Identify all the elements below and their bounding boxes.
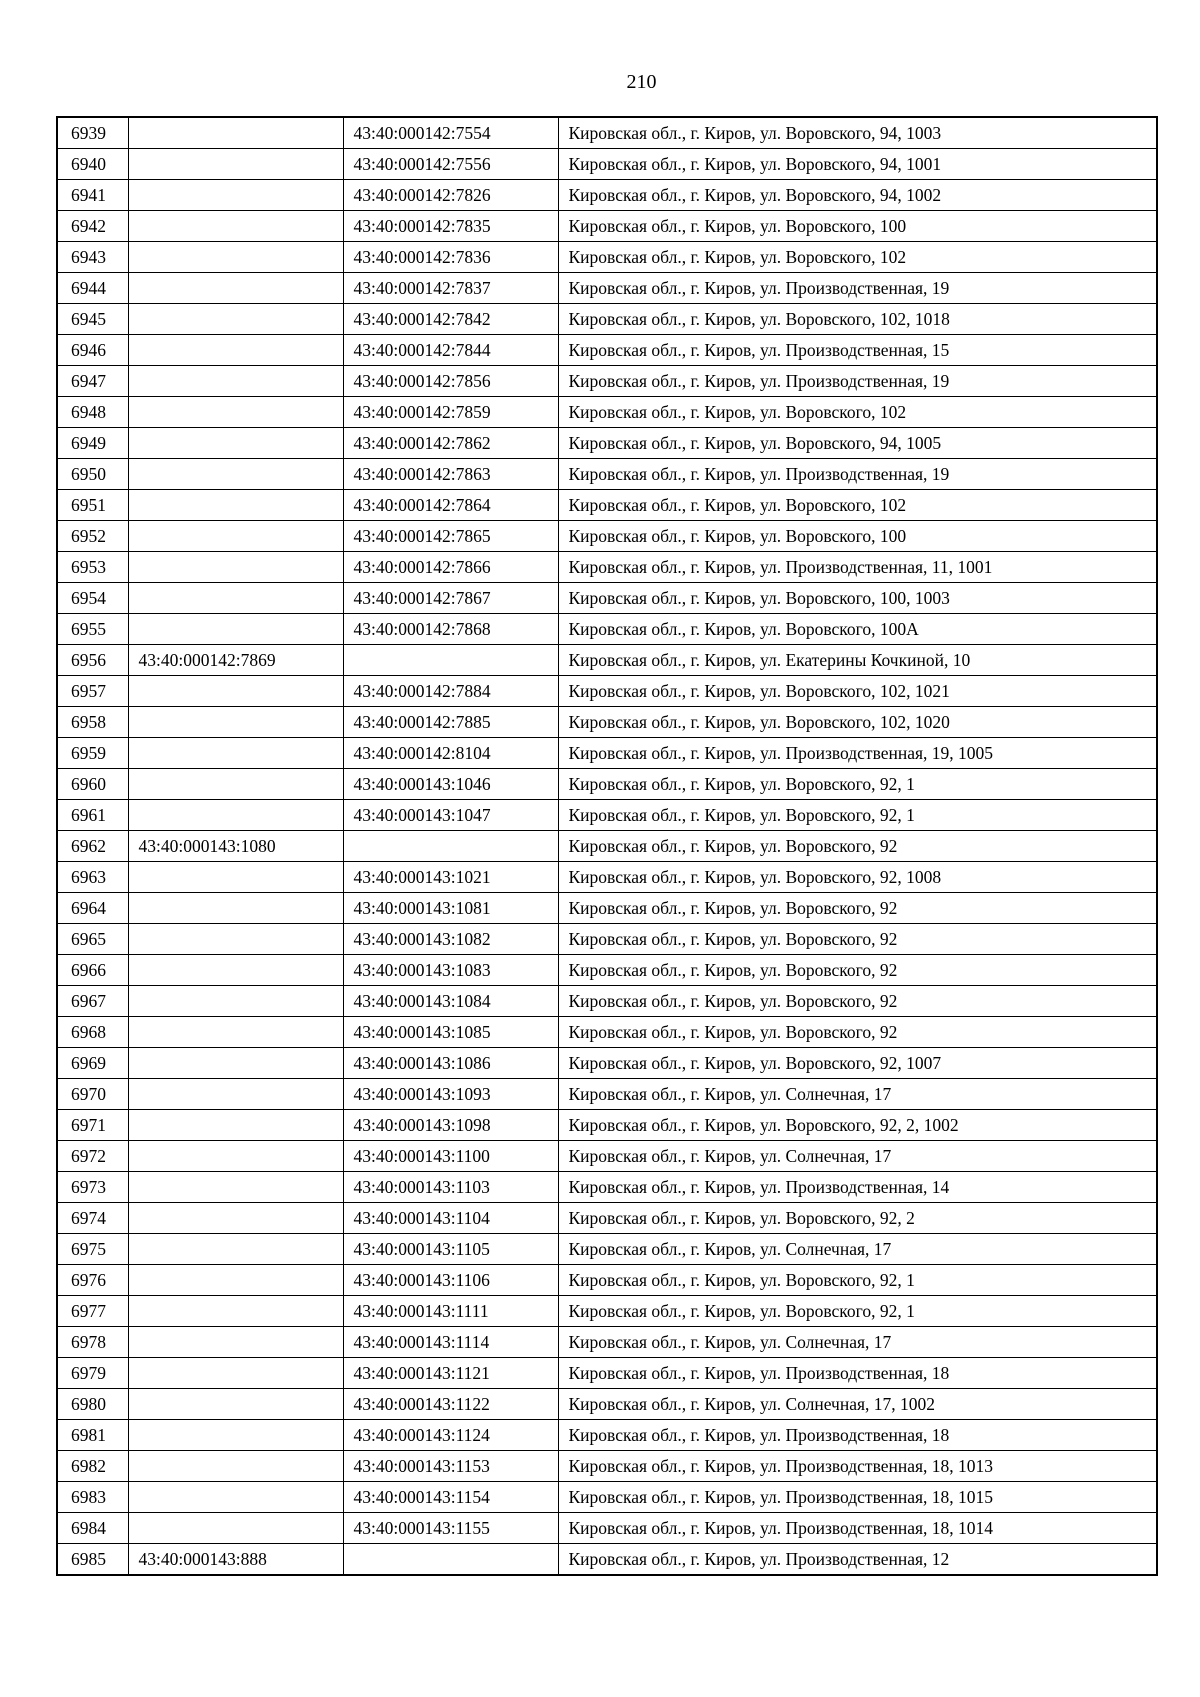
cadastral-number-cell [128,366,343,397]
address-cell: Кировская обл., г. Киров, ул. Воровского, 102 [558,242,1157,273]
related-cadastral-number-cell: 43:40:000143:1124 [343,1420,558,1451]
address-cell: Кировская обл., г. Киров, ул. Воровского, 92, 1 [558,1265,1157,1296]
row-number-cell: 6972 [57,1141,128,1172]
cadastral-number-cell [128,862,343,893]
cadastral-number-cell [128,1172,343,1203]
row-number-cell: 6979 [57,1358,128,1389]
table-row [57,1451,1157,1482]
cadastral-number-cell [128,986,343,1017]
table-row [57,1482,1157,1513]
registry-table-body [57,117,1157,1575]
address-cell: Кировская обл., г. Киров, ул. Воровского, 92, 1007 [558,1048,1157,1079]
cadastral-number-cell [128,1048,343,1079]
cadastral-number-cell [128,1017,343,1048]
row-number-cell: 6974 [57,1203,128,1234]
address-cell: Кировская обл., г. Киров, ул. Воровского, 100А [558,614,1157,645]
row-number-cell: 6941 [57,180,128,211]
cadastral-number-cell [128,583,343,614]
cadastral-number-cell [128,180,343,211]
cadastral-number-cell [128,273,343,304]
related-cadastral-number-cell: 43:40:000143:1047 [343,800,558,831]
row-number-cell: 6954 [57,583,128,614]
row-number-cell: 6942 [57,211,128,242]
table-row [57,1544,1157,1576]
table-row [57,366,1157,397]
table-row [57,117,1157,149]
address-cell: Кировская обл., г. Киров, ул. Воровского, 94, 1001 [558,149,1157,180]
table-row [57,459,1157,490]
table-row [57,521,1157,552]
cadastral-number-cell [128,1389,343,1420]
row-number-cell: 6962 [57,831,128,862]
address-cell: Кировская обл., г. Киров, ул. Воровского, 92, 2, 1002 [558,1110,1157,1141]
row-number-cell: 6943 [57,242,128,273]
address-cell: Кировская обл., г. Киров, ул. Производственная, 19 [558,459,1157,490]
related-cadastral-number-cell: 43:40:000142:7856 [343,366,558,397]
table-row [57,211,1157,242]
related-cadastral-number-cell: 43:40:000142:7865 [343,521,558,552]
address-cell: Кировская обл., г. Киров, ул. Воровского, 92 [558,831,1157,862]
address-cell: Кировская обл., г. Киров, ул. Солнечная, 17 [558,1141,1157,1172]
related-cadastral-number-cell: 43:40:000143:1153 [343,1451,558,1482]
address-cell: Кировская обл., г. Киров, ул. Воровского, 92, 2 [558,1203,1157,1234]
address-cell: Кировская обл., г. Киров, ул. Воровского, 100 [558,521,1157,552]
table-row [57,335,1157,366]
related-cadastral-number-cell [343,645,558,676]
row-number-cell: 6945 [57,304,128,335]
table-row [57,707,1157,738]
cadastral-number-cell [128,397,343,428]
related-cadastral-number-cell: 43:40:000142:7859 [343,397,558,428]
row-number-cell: 6964 [57,893,128,924]
row-number-cell: 6961 [57,800,128,831]
row-number-cell: 6950 [57,459,128,490]
related-cadastral-number-cell: 43:40:000143:1100 [343,1141,558,1172]
table-row [57,1017,1157,1048]
related-cadastral-number-cell: 43:40:000142:7867 [343,583,558,614]
row-number-cell: 6977 [57,1296,128,1327]
table-row [57,1079,1157,1110]
address-cell: Кировская обл., г. Киров, ул. Воровского, 102, 1021 [558,676,1157,707]
row-number-cell: 6947 [57,366,128,397]
related-cadastral-number-cell: 43:40:000142:7864 [343,490,558,521]
cadastral-number-cell [128,211,343,242]
cadastral-number-cell [128,149,343,180]
address-cell: Кировская обл., г. Киров, ул. Производственная, 18, 1014 [558,1513,1157,1544]
related-cadastral-number-cell: 43:40:000143:1098 [343,1110,558,1141]
address-cell: Кировская обл., г. Киров, ул. Воровского, 94, 1002 [558,180,1157,211]
cadastral-number-cell: 43:40:000143:1080 [128,831,343,862]
address-cell: Кировская обл., г. Киров, ул. Воровского, 100 [558,211,1157,242]
row-number-cell: 6956 [57,645,128,676]
cadastral-number-cell [128,614,343,645]
address-cell: Кировская обл., г. Киров, ул. Производственная, 19 [558,366,1157,397]
page-number: 210 [626,71,657,93]
row-number-cell: 6981 [57,1420,128,1451]
table-row [57,1048,1157,1079]
cadastral-number-cell [128,1234,343,1265]
related-cadastral-number-cell: 43:40:000143:1111 [343,1296,558,1327]
cadastral-number-cell [128,459,343,490]
cadastral-number-cell: 43:40:000142:7869 [128,645,343,676]
address-cell: Кировская обл., г. Киров, ул. Воровского, 94, 1003 [558,117,1157,149]
table-row [57,1172,1157,1203]
related-cadastral-number-cell: 43:40:000143:1093 [343,1079,558,1110]
address-cell: Кировская обл., г. Киров, ул. Воровского, 94, 1005 [558,428,1157,459]
address-cell: Кировская обл., г. Киров, ул. Солнечная, 17 [558,1327,1157,1358]
address-cell: Кировская обл., г. Киров, ул. Производственная, 11, 1001 [558,552,1157,583]
table-row [57,304,1157,335]
related-cadastral-number-cell: 43:40:000143:1083 [343,955,558,986]
related-cadastral-number-cell: 43:40:000142:7837 [343,273,558,304]
table-row [57,831,1157,862]
address-cell: Кировская обл., г. Киров, ул. Производственная, 12 [558,1544,1157,1576]
table-row [57,614,1157,645]
address-cell: Кировская обл., г. Киров, ул. Воровского, 92, 1 [558,769,1157,800]
row-number-cell: 6948 [57,397,128,428]
related-cadastral-number-cell: 43:40:000143:1046 [343,769,558,800]
row-number-cell: 6957 [57,676,128,707]
table-row [57,1141,1157,1172]
related-cadastral-number-cell: 43:40:000142:7866 [343,552,558,583]
table-row [57,986,1157,1017]
address-cell: Кировская обл., г. Киров, ул. Воровского, 92 [558,986,1157,1017]
cadastral-number-cell [128,335,343,366]
table-row [57,490,1157,521]
address-cell: Кировская обл., г. Киров, ул. Воровского, 92 [558,924,1157,955]
cadastral-number-cell [128,490,343,521]
related-cadastral-number-cell: 43:40:000142:7862 [343,428,558,459]
cadastral-number-cell [128,552,343,583]
address-cell: Кировская обл., г. Киров, ул. Воровского, 92 [558,1017,1157,1048]
address-cell: Кировская обл., г. Киров, ул. Воровского, 102, 1018 [558,304,1157,335]
address-cell: Кировская обл., г. Киров, ул. Производственная, 18, 1015 [558,1482,1157,1513]
related-cadastral-number-cell: 43:40:000142:8104 [343,738,558,769]
table-row [57,800,1157,831]
related-cadastral-number-cell: 43:40:000143:1103 [343,1172,558,1203]
row-number-cell: 6966 [57,955,128,986]
related-cadastral-number-cell: 43:40:000143:1086 [343,1048,558,1079]
row-number-cell: 6951 [57,490,128,521]
related-cadastral-number-cell: 43:40:000143:1154 [343,1482,558,1513]
table-row [57,955,1157,986]
address-cell: Кировская обл., г. Киров, ул. Солнечная, 17, 1002 [558,1389,1157,1420]
related-cadastral-number-cell: 43:40:000142:7554 [343,117,558,149]
row-number-cell: 6955 [57,614,128,645]
table-row [57,862,1157,893]
related-cadastral-number-cell: 43:40:000142:7885 [343,707,558,738]
table-row [57,1234,1157,1265]
table-row [57,1513,1157,1544]
cadastral-number-cell [128,738,343,769]
address-cell: Кировская обл., г. Киров, ул. Производственная, 18, 1013 [558,1451,1157,1482]
cadastral-number-cell [128,676,343,707]
address-cell: Кировская обл., г. Киров, ул. Воровского, 92, 1 [558,800,1157,831]
address-cell: Кировская обл., г. Киров, ул. Производственная, 19 [558,273,1157,304]
registry-table [56,116,1158,1576]
cadastral-number-cell [128,1513,343,1544]
cadastral-number-cell [128,242,343,273]
table-row [57,738,1157,769]
cadastral-number-cell [128,521,343,552]
cadastral-number-cell [128,1079,343,1110]
cadastral-number-cell [128,1327,343,1358]
cadastral-number-cell [128,1296,343,1327]
related-cadastral-number-cell: 43:40:000143:1114 [343,1327,558,1358]
table-row [57,428,1157,459]
related-cadastral-number-cell: 43:40:000143:1085 [343,1017,558,1048]
row-number-cell: 6959 [57,738,128,769]
row-number-cell: 6982 [57,1451,128,1482]
related-cadastral-number-cell: 43:40:000142:7826 [343,180,558,211]
address-cell: Кировская обл., г. Киров, ул. Воровского, 92, 1 [558,1296,1157,1327]
cadastral-number-cell [128,924,343,955]
related-cadastral-number-cell: 43:40:000142:7863 [343,459,558,490]
address-cell: Кировская обл., г. Киров, ул. Производственная, 18 [558,1420,1157,1451]
cadastral-number-cell [128,955,343,986]
related-cadastral-number-cell: 43:40:000143:1105 [343,1234,558,1265]
row-number-cell: 6980 [57,1389,128,1420]
related-cadastral-number-cell: 43:40:000142:7835 [343,211,558,242]
cadastral-number-cell [128,1482,343,1513]
address-cell: Кировская обл., г. Киров, ул. Воровского, 92, 1008 [558,862,1157,893]
row-number-cell: 6983 [57,1482,128,1513]
related-cadastral-number-cell: 43:40:000143:1082 [343,924,558,955]
related-cadastral-number-cell: 43:40:000143:1104 [343,1203,558,1234]
table-row [57,1420,1157,1451]
cadastral-number-cell [128,1110,343,1141]
row-number-cell: 6975 [57,1234,128,1265]
table-row [57,1110,1157,1141]
related-cadastral-number-cell: 43:40:000143:1081 [343,893,558,924]
related-cadastral-number-cell: 43:40:000143:1121 [343,1358,558,1389]
table-row [57,180,1157,211]
row-number-cell: 6967 [57,986,128,1017]
address-cell: Кировская обл., г. Киров, ул. Воровского, 100, 1003 [558,583,1157,614]
table-row [57,397,1157,428]
cadastral-number-cell [128,707,343,738]
cadastral-number-cell [128,428,343,459]
row-number-cell: 6940 [57,149,128,180]
related-cadastral-number-cell: 43:40:000143:1106 [343,1265,558,1296]
related-cadastral-number-cell: 43:40:000143:1122 [343,1389,558,1420]
row-number-cell: 6968 [57,1017,128,1048]
row-number-cell: 6984 [57,1513,128,1544]
address-cell: Кировская обл., г. Киров, ул. Воровского, 92 [558,893,1157,924]
row-number-cell: 6949 [57,428,128,459]
cadastral-number-cell [128,1358,343,1389]
address-cell: Кировская обл., г. Киров, ул. Производственная, 18 [558,1358,1157,1389]
table-row [57,893,1157,924]
related-cadastral-number-cell: 43:40:000143:1021 [343,862,558,893]
table-row [57,273,1157,304]
table-row [57,769,1157,800]
cadastral-number-cell [128,304,343,335]
table-row [57,1203,1157,1234]
related-cadastral-number-cell: 43:40:000142:7556 [343,149,558,180]
table-row [57,149,1157,180]
row-number-cell: 6969 [57,1048,128,1079]
row-number-cell: 6939 [57,117,128,149]
related-cadastral-number-cell: 43:40:000142:7884 [343,676,558,707]
address-cell: Кировская обл., г. Киров, ул. Воровского, 102 [558,490,1157,521]
row-number-cell: 6970 [57,1079,128,1110]
table-row [57,1296,1157,1327]
address-cell: Кировская обл., г. Киров, ул. Солнечная, 17 [558,1234,1157,1265]
related-cadastral-number-cell: 43:40:000143:1084 [343,986,558,1017]
row-number-cell: 6960 [57,769,128,800]
row-number-cell: 6971 [57,1110,128,1141]
table-row [57,242,1157,273]
table-row [57,1265,1157,1296]
table-row [57,924,1157,955]
address-cell: Кировская обл., г. Киров, ул. Воровского, 102 [558,397,1157,428]
row-number-cell: 6958 [57,707,128,738]
row-number-cell: 6953 [57,552,128,583]
row-number-cell: 6973 [57,1172,128,1203]
table-row [57,583,1157,614]
cadastral-number-cell [128,1420,343,1451]
row-number-cell: 6946 [57,335,128,366]
related-cadastral-number-cell: 43:40:000142:7844 [343,335,558,366]
row-number-cell: 6944 [57,273,128,304]
related-cadastral-number-cell: 43:40:000143:1155 [343,1513,558,1544]
cadastral-number-cell [128,1141,343,1172]
table-row [57,645,1157,676]
address-cell: Кировская обл., г. Киров, ул. Солнечная, 17 [558,1079,1157,1110]
row-number-cell: 6978 [57,1327,128,1358]
table-row [57,1389,1157,1420]
cadastral-number-cell [128,1203,343,1234]
table-row [57,676,1157,707]
related-cadastral-number-cell: 43:40:000142:7842 [343,304,558,335]
related-cadastral-number-cell [343,831,558,862]
cadastral-number-cell [128,1451,343,1482]
address-cell: Кировская обл., г. Киров, ул. Производственная, 19, 1005 [558,738,1157,769]
table-row [57,1358,1157,1389]
address-cell: Кировская обл., г. Киров, ул. Производственная, 14 [558,1172,1157,1203]
cadastral-number-cell: 43:40:000143:888 [128,1544,343,1576]
row-number-cell: 6985 [57,1544,128,1576]
table-row [57,1327,1157,1358]
row-number-cell: 6976 [57,1265,128,1296]
related-cadastral-number-cell: 43:40:000142:7836 [343,242,558,273]
cadastral-number-cell [128,117,343,149]
cadastral-number-cell [128,893,343,924]
table-row [57,552,1157,583]
cadastral-number-cell [128,769,343,800]
row-number-cell: 6952 [57,521,128,552]
related-cadastral-number-cell: 43:40:000142:7868 [343,614,558,645]
row-number-cell: 6965 [57,924,128,955]
address-cell: Кировская обл., г. Киров, ул. Производственная, 15 [558,335,1157,366]
cadastral-number-cell [128,1265,343,1296]
address-cell: Кировская обл., г. Киров, ул. Воровского, 102, 1020 [558,707,1157,738]
related-cadastral-number-cell [343,1544,558,1576]
cadastral-number-cell [128,800,343,831]
address-cell: Кировская обл., г. Киров, ул. Воровского, 92 [558,955,1157,986]
address-cell: Кировская обл., г. Киров, ул. Екатерины Кочкиной, 10 [558,645,1157,676]
row-number-cell: 6963 [57,862,128,893]
